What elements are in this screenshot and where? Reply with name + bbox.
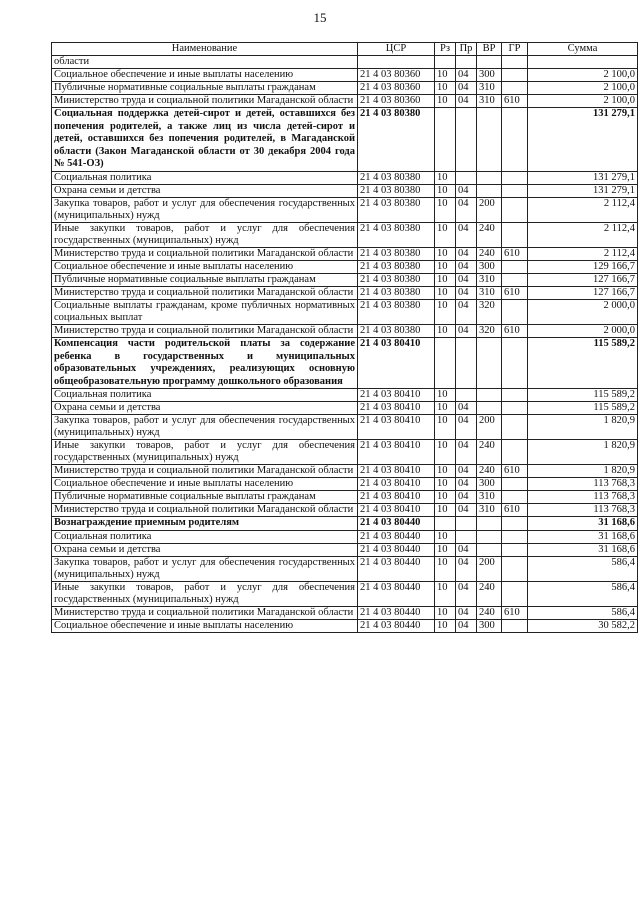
cell-vr (477, 389, 502, 402)
cell-rz: 10 (435, 286, 456, 299)
cell-csr: 21 4 03 80380 (358, 184, 435, 197)
cell-vr (477, 108, 502, 172)
cell-rz: 10 (435, 440, 456, 465)
table-row (52, 402, 638, 415)
cell-sum: 2 100,0 (528, 82, 638, 95)
cell-vr: 320 (477, 299, 502, 324)
table-body (52, 56, 638, 633)
cell-sum: 586,4 (528, 556, 638, 581)
cell-pr: 04 (456, 197, 477, 222)
cell-csr: 21 4 03 80440 (358, 581, 435, 606)
cell-pr: 04 (456, 465, 477, 478)
cell-csr: 21 4 03 80360 (358, 95, 435, 108)
table-row (52, 465, 638, 478)
cell-name: Охрана семьи и детства (52, 543, 358, 556)
cell-vr (477, 337, 502, 388)
header-vr: ВР (477, 43, 502, 56)
cell-sum: 2 112,4 (528, 222, 638, 247)
cell-csr: 21 4 03 80410 (358, 491, 435, 504)
cell-vr (477, 56, 502, 69)
cell-gr: 610 (502, 465, 528, 478)
cell-sum: 131 279,1 (528, 108, 638, 172)
cell-rz: 10 (435, 530, 456, 543)
cell-name: Социальное обеспечение и иные выплаты населению (52, 619, 358, 632)
cell-gr (502, 197, 528, 222)
cell-name: Иные закупки товаров, работ и услуг для обеспечения государственных (муниципальных) нужд (52, 581, 358, 606)
cell-name: области (52, 56, 358, 69)
cell-name: Охрана семьи и детства (52, 184, 358, 197)
cell-sum: 113 768,3 (528, 504, 638, 517)
table-row (52, 415, 638, 440)
cell-gr (502, 517, 528, 531)
cell-gr (502, 337, 528, 388)
cell-name: Публичные нормативные социальные выплаты гражданам (52, 82, 358, 95)
cell-pr (456, 108, 477, 172)
cell-name: Публичные нормативные социальные выплаты гражданам (52, 491, 358, 504)
cell-sum: 2 000,0 (528, 324, 638, 337)
cell-pr (456, 517, 477, 531)
table-row (52, 56, 638, 69)
cell-gr (502, 581, 528, 606)
cell-vr: 310 (477, 82, 502, 95)
cell-rz: 10 (435, 581, 456, 606)
cell-pr: 04 (456, 606, 477, 619)
table-row-section (52, 108, 638, 172)
cell-rz: 10 (435, 491, 456, 504)
cell-pr: 04 (456, 581, 477, 606)
cell-rz: 10 (435, 69, 456, 82)
cell-pr: 04 (456, 260, 477, 273)
cell-pr: 04 (456, 415, 477, 440)
table-row (52, 69, 638, 82)
cell-rz: 10 (435, 606, 456, 619)
cell-name: Закупка товаров, работ и услуг для обеспечения государственных (муниципальных) нужд (52, 556, 358, 581)
cell-gr (502, 402, 528, 415)
cell-pr: 04 (456, 299, 477, 324)
cell-name: Публичные нормативные социальные выплаты гражданам (52, 273, 358, 286)
cell-gr: 610 (502, 247, 528, 260)
cell-name: Компенсация части родительской платы за содержание ребенка в государственных и муниципальных образовательных учреждениях, реализующих основную общеобразовательную программу дошкольного образования (52, 337, 358, 388)
cell-pr: 04 (456, 286, 477, 299)
cell-vr: 300 (477, 69, 502, 82)
cell-vr: 240 (477, 581, 502, 606)
table-row (52, 286, 638, 299)
cell-vr: 200 (477, 415, 502, 440)
cell-rz: 10 (435, 556, 456, 581)
cell-rz (435, 337, 456, 388)
cell-csr: 21 4 03 80410 (358, 440, 435, 465)
cell-pr (456, 171, 477, 184)
cell-name: Министерство труда и социальной политики Магаданской области (52, 247, 358, 260)
cell-name: Вознаграждение приемным родителям (52, 517, 358, 531)
cell-rz: 10 (435, 171, 456, 184)
table-row (52, 556, 638, 581)
cell-sum: 2 100,0 (528, 69, 638, 82)
cell-pr (456, 530, 477, 543)
cell-gr: 610 (502, 286, 528, 299)
cell-rz: 10 (435, 389, 456, 402)
cell-rz (435, 108, 456, 172)
header-csr: ЦСР (358, 43, 435, 56)
cell-sum: 127 166,7 (528, 286, 638, 299)
table-row (52, 299, 638, 324)
cell-vr: 200 (477, 197, 502, 222)
cell-name: Социальное обеспечение и иные выплаты населению (52, 478, 358, 491)
cell-csr: 21 4 03 80380 (358, 286, 435, 299)
cell-gr (502, 56, 528, 69)
cell-name: Закупка товаров, работ и услуг для обеспечения государственных (муниципальных) нужд (52, 415, 358, 440)
cell-vr: 320 (477, 324, 502, 337)
cell-gr (502, 556, 528, 581)
cell-csr: 21 4 03 80410 (358, 478, 435, 491)
cell-sum: 1 820,9 (528, 415, 638, 440)
cell-csr: 21 4 03 80440 (358, 517, 435, 531)
cell-pr: 04 (456, 619, 477, 632)
cell-vr: 310 (477, 286, 502, 299)
cell-csr: 21 4 03 80380 (358, 299, 435, 324)
cell-gr (502, 273, 528, 286)
cell-pr (456, 389, 477, 402)
cell-csr: 21 4 03 80380 (358, 222, 435, 247)
table-row (52, 504, 638, 517)
cell-rz (435, 56, 456, 69)
cell-sum: 113 768,3 (528, 478, 638, 491)
cell-name: Социальная политика (52, 171, 358, 184)
cell-rz: 10 (435, 222, 456, 247)
table-row (52, 606, 638, 619)
cell-pr: 04 (456, 440, 477, 465)
table-row (52, 530, 638, 543)
cell-pr: 04 (456, 478, 477, 491)
cell-name: Министерство труда и социальной политики Магаданской области (52, 95, 358, 108)
table-row (52, 171, 638, 184)
cell-vr: 310 (477, 504, 502, 517)
cell-sum: 31 168,6 (528, 517, 638, 531)
cell-gr (502, 389, 528, 402)
cell-gr (502, 440, 528, 465)
cell-sum: 113 768,3 (528, 491, 638, 504)
cell-vr: 240 (477, 247, 502, 260)
table-row (52, 324, 638, 337)
cell-gr (502, 619, 528, 632)
cell-pr: 04 (456, 543, 477, 556)
cell-sum: 1 820,9 (528, 440, 638, 465)
header-gr: ГР (502, 43, 528, 56)
cell-pr (456, 337, 477, 388)
cell-pr: 04 (456, 184, 477, 197)
cell-rz: 10 (435, 465, 456, 478)
cell-csr: 21 4 03 80410 (358, 402, 435, 415)
cell-csr: 21 4 03 80440 (358, 543, 435, 556)
header-sum: Сумма (528, 43, 638, 56)
cell-sum: 115 589,2 (528, 389, 638, 402)
cell-rz: 10 (435, 543, 456, 556)
cell-name: Социальная поддержка детей-сирот и детей, оставшихся без попечения родителей, а также лиц из числа детей-сирот и детей, оставшихся без попечения родителей, в Магаданской области (Закон Магаданской области от 30 декабря 2004 года № 541-ОЗ) (52, 108, 358, 172)
cell-csr: 21 4 03 80440 (358, 530, 435, 543)
cell-name: Министерство труда и социальной политики Магаданской области (52, 324, 358, 337)
cell-pr: 04 (456, 222, 477, 247)
cell-name: Социальное обеспечение и иные выплаты населению (52, 260, 358, 273)
cell-csr: 21 4 03 80380 (358, 260, 435, 273)
cell-csr: 21 4 03 80410 (358, 465, 435, 478)
cell-name: Министерство труда и социальной политики Магаданской области (52, 606, 358, 619)
cell-name: Социальное обеспечение и иные выплаты населению (52, 69, 358, 82)
header-rz: Рз (435, 43, 456, 56)
table-row (52, 581, 638, 606)
cell-csr: 21 4 03 80380 (358, 247, 435, 260)
table-row (52, 95, 638, 108)
cell-sum: 2 112,4 (528, 247, 638, 260)
cell-csr: 21 4 03 80410 (358, 389, 435, 402)
cell-gr (502, 543, 528, 556)
cell-csr: 21 4 03 80440 (358, 606, 435, 619)
table-row (52, 247, 638, 260)
cell-gr: 610 (502, 606, 528, 619)
cell-pr (456, 56, 477, 69)
cell-csr: 21 4 03 80410 (358, 504, 435, 517)
cell-pr: 04 (456, 402, 477, 415)
cell-gr (502, 171, 528, 184)
cell-sum (528, 56, 638, 69)
cell-vr: 300 (477, 478, 502, 491)
cell-csr: 21 4 03 80380 (358, 197, 435, 222)
cell-name: Иные закупки товаров, работ и услуг для обеспечения государственных (муниципальных) нужд (52, 222, 358, 247)
cell-sum: 129 166,7 (528, 260, 638, 273)
cell-vr: 310 (477, 95, 502, 108)
cell-gr (502, 530, 528, 543)
cell-vr: 300 (477, 260, 502, 273)
cell-rz (435, 517, 456, 531)
cell-gr (502, 82, 528, 95)
cell-sum: 586,4 (528, 581, 638, 606)
cell-pr: 04 (456, 504, 477, 517)
cell-vr (477, 171, 502, 184)
cell-vr: 300 (477, 619, 502, 632)
cell-sum: 115 589,2 (528, 337, 638, 388)
table-row (52, 222, 638, 247)
cell-gr (502, 478, 528, 491)
cell-vr: 240 (477, 440, 502, 465)
cell-csr: 21 4 03 80360 (358, 82, 435, 95)
table-row (52, 184, 638, 197)
cell-csr: 21 4 03 80380 (358, 108, 435, 172)
cell-gr: 610 (502, 95, 528, 108)
cell-csr: 21 4 03 80440 (358, 556, 435, 581)
cell-vr: 310 (477, 491, 502, 504)
cell-gr (502, 184, 528, 197)
cell-rz: 10 (435, 247, 456, 260)
cell-csr: 21 4 03 80380 (358, 171, 435, 184)
cell-vr (477, 402, 502, 415)
table-row (52, 82, 638, 95)
cell-gr (502, 260, 528, 273)
cell-gr (502, 108, 528, 172)
cell-name: Закупка товаров, работ и услуг для обеспечения государственных (муниципальных) нужд (52, 197, 358, 222)
cell-rz: 10 (435, 260, 456, 273)
cell-csr: 21 4 03 80410 (358, 337, 435, 388)
cell-rz: 10 (435, 324, 456, 337)
cell-vr: 240 (477, 465, 502, 478)
cell-vr (477, 530, 502, 543)
cell-rz: 10 (435, 415, 456, 440)
cell-gr (502, 491, 528, 504)
cell-pr: 04 (456, 82, 477, 95)
cell-rz: 10 (435, 95, 456, 108)
cell-name: Министерство труда и социальной политики Магаданской области (52, 465, 358, 478)
table-row-section (52, 337, 638, 388)
header-pr: Пр (456, 43, 477, 56)
cell-gr (502, 299, 528, 324)
cell-vr: 240 (477, 606, 502, 619)
cell-rz: 10 (435, 619, 456, 632)
cell-pr: 04 (456, 69, 477, 82)
cell-vr: 240 (477, 222, 502, 247)
cell-csr: 21 4 03 80410 (358, 415, 435, 440)
cell-name: Иные закупки товаров, работ и услуг для обеспечения государственных (муниципальных) нужд (52, 440, 358, 465)
table-row (52, 478, 638, 491)
cell-vr: 310 (477, 273, 502, 286)
cell-sum: 31 168,6 (528, 530, 638, 543)
table-row (52, 389, 638, 402)
table-row (52, 491, 638, 504)
cell-sum: 31 168,6 (528, 543, 638, 556)
cell-sum: 586,4 (528, 606, 638, 619)
table-row (52, 260, 638, 273)
cell-gr: 610 (502, 324, 528, 337)
table-row-section (52, 517, 638, 531)
cell-pr: 04 (456, 324, 477, 337)
cell-sum: 131 279,1 (528, 184, 638, 197)
cell-sum: 115 589,2 (528, 402, 638, 415)
cell-vr: 200 (477, 556, 502, 581)
cell-rz: 10 (435, 402, 456, 415)
cell-pr: 04 (456, 491, 477, 504)
cell-vr (477, 184, 502, 197)
cell-vr (477, 543, 502, 556)
cell-sum: 2 000,0 (528, 299, 638, 324)
cell-sum: 30 582,2 (528, 619, 638, 632)
cell-name: Министерство труда и социальной политики Магаданской области (52, 504, 358, 517)
table-row (52, 273, 638, 286)
cell-sum: 2 100,0 (528, 95, 638, 108)
table-row (52, 543, 638, 556)
table-row (52, 440, 638, 465)
budget-table (51, 42, 638, 633)
cell-name: Социальные выплаты гражданам, кроме публичных нормативных социальных выплат (52, 299, 358, 324)
cell-name: Охрана семьи и детства (52, 402, 358, 415)
cell-sum: 127 166,7 (528, 273, 638, 286)
cell-gr (502, 222, 528, 247)
table-header-row (52, 43, 638, 56)
cell-rz: 10 (435, 82, 456, 95)
cell-gr (502, 69, 528, 82)
table-row (52, 197, 638, 222)
cell-rz: 10 (435, 184, 456, 197)
page-number: 15 (313, 10, 327, 25)
cell-rz: 10 (435, 197, 456, 222)
cell-gr: 610 (502, 504, 528, 517)
cell-sum: 1 820,9 (528, 465, 638, 478)
cell-csr: 21 4 03 80380 (358, 324, 435, 337)
cell-name: Социальная политика (52, 530, 358, 543)
cell-pr: 04 (456, 95, 477, 108)
cell-csr: 21 4 03 80360 (358, 69, 435, 82)
cell-rz: 10 (435, 504, 456, 517)
cell-csr: 21 4 03 80440 (358, 619, 435, 632)
cell-rz: 10 (435, 273, 456, 286)
header-name: Наименование (52, 43, 358, 56)
cell-csr: 21 4 03 80380 (358, 273, 435, 286)
cell-pr: 04 (456, 273, 477, 286)
cell-rz: 10 (435, 299, 456, 324)
table-row (52, 619, 638, 632)
cell-sum: 131 279,1 (528, 171, 638, 184)
cell-pr: 04 (456, 247, 477, 260)
cell-rz: 10 (435, 478, 456, 491)
cell-pr: 04 (456, 556, 477, 581)
cell-sum: 2 112,4 (528, 197, 638, 222)
cell-name: Министерство труда и социальной политики Магаданской области (52, 286, 358, 299)
cell-csr (358, 56, 435, 69)
cell-vr (477, 517, 502, 531)
cell-name: Социальная политика (52, 389, 358, 402)
cell-gr (502, 415, 528, 440)
